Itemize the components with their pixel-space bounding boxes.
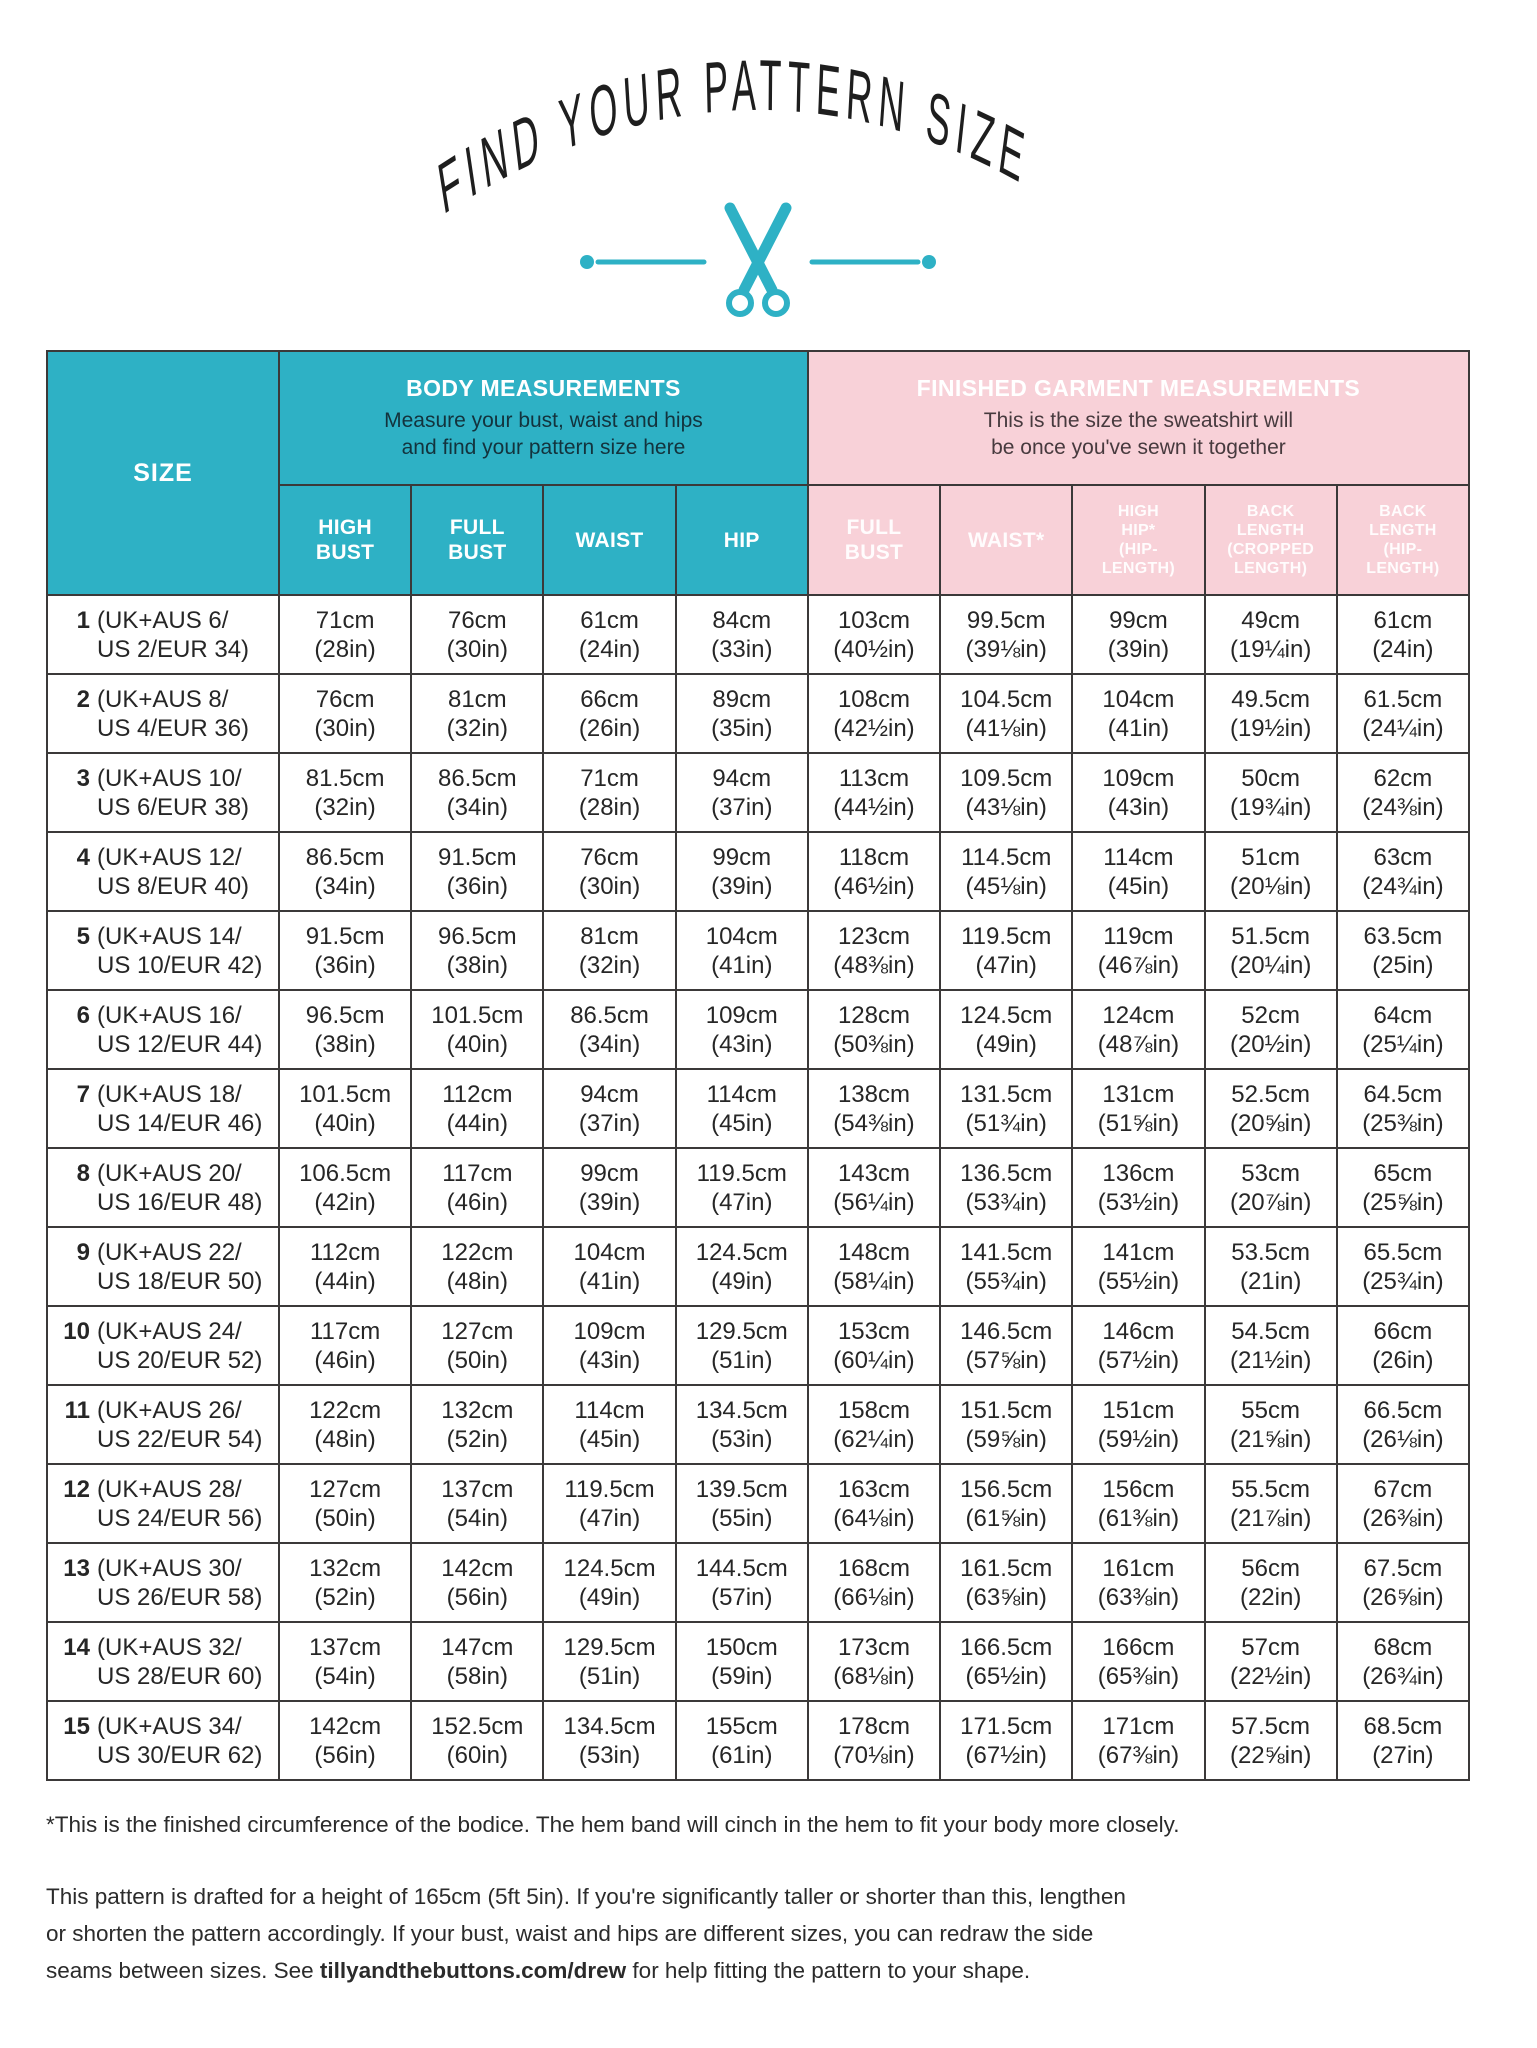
measurement-cell: 139.5cm (55in): [676, 1464, 808, 1543]
measurement-cell: 71cm (28in): [279, 595, 411, 674]
measurement-cell: 109cm (43in): [1072, 753, 1204, 832]
measurement-cell: 163cm (64⅛in): [808, 1464, 940, 1543]
column-header-garment-4: BACK LENGTH (HIP- LENGTH): [1337, 485, 1469, 595]
measurement-cell: 96.5cm (38in): [279, 990, 411, 1069]
measurement-cell: 114cm (45in): [1072, 832, 1204, 911]
size-label: 3 (UK+AUS 10/ US 6/EUR 38): [47, 753, 279, 832]
measurement-cell: 81.5cm (32in): [279, 753, 411, 832]
size-row-12: [47, 1464, 1469, 1543]
measurement-cell: 137cm (54in): [411, 1464, 543, 1543]
measurement-cell: 137cm (54in): [279, 1622, 411, 1701]
measurement-cell: 57cm (22½in): [1205, 1622, 1337, 1701]
measurement-cell: 53cm (20⅞in): [1205, 1148, 1337, 1227]
fitting-note-line3-before: seams between sizes. See: [46, 1958, 320, 1983]
measurement-cell: 86.5cm (34in): [279, 832, 411, 911]
size-row-9: [47, 1227, 1469, 1306]
size-row-2: [47, 674, 1469, 753]
size-label: 1 (UK+AUS 6/ US 2/EUR 34): [47, 595, 279, 674]
measurement-cell: 51cm (20⅛in): [1205, 832, 1337, 911]
body-group-subtitle-line1: Measure your bust, waist and hips: [384, 409, 703, 432]
size-label: 2 (UK+AUS 8/ US 4/EUR 36): [47, 674, 279, 753]
measurement-cell: 134.5cm (53in): [676, 1385, 808, 1464]
measurement-cell: 141.5cm (55¾in): [940, 1227, 1072, 1306]
size-row-8: [47, 1148, 1469, 1227]
measurement-cell: 66cm (26in): [543, 674, 675, 753]
column-header-body-3: HIP: [676, 485, 808, 595]
measurement-cell: 96.5cm (38in): [411, 911, 543, 990]
measurement-cell: 66cm (26in): [1337, 1306, 1469, 1385]
size-row-4: [47, 832, 1469, 911]
size-row-10: [47, 1306, 1469, 1385]
finished-garment-header: [808, 351, 1469, 485]
measurement-cell: 166.5cm (65½in): [940, 1622, 1072, 1701]
size-row-13: [47, 1543, 1469, 1622]
measurement-cell: 108cm (42½in): [808, 674, 940, 753]
measurement-cell: 99cm (39in): [1072, 595, 1204, 674]
scissors-icon: [729, 208, 787, 314]
measurement-cell: 81cm (32in): [411, 674, 543, 753]
measurement-cell: 109cm (43in): [543, 1306, 675, 1385]
measurement-cell: 122cm (48in): [279, 1385, 411, 1464]
size-row-11: [47, 1385, 1469, 1464]
size-row-7: [47, 1069, 1469, 1148]
measurement-cell: 104.5cm (41⅛in): [940, 674, 1072, 753]
divider-dot-right: [922, 255, 936, 269]
measurement-cell: 61cm (24in): [1337, 595, 1469, 674]
measurement-cell: 171.5cm (67½in): [940, 1701, 1072, 1780]
measurement-cell: 142cm (56in): [279, 1701, 411, 1780]
size-label: 9 (UK+AUS 22/ US 18/EUR 50): [47, 1227, 279, 1306]
measurement-cell: 68cm (26¾in): [1337, 1622, 1469, 1701]
size-label: 8 (UK+AUS 20/ US 16/EUR 48): [47, 1148, 279, 1227]
fitting-note-line3: [46, 1952, 1516, 1989]
fitting-note-line2: or shorten the pattern accordingly. If your bust, waist and hips are different sizes, you can redraw the side: [46, 1921, 1094, 1946]
measurement-cell: 101.5cm (40in): [279, 1069, 411, 1148]
measurement-cell: 119cm (46⅞in): [1072, 911, 1204, 990]
size-label: 4 (UK+AUS 12/ US 8/EUR 40): [47, 832, 279, 911]
measurement-cell: 104cm (41in): [543, 1227, 675, 1306]
size-label: 10 (UK+AUS 24/ US 20/EUR 52): [47, 1306, 279, 1385]
measurement-cell: 53.5cm (21in): [1205, 1227, 1337, 1306]
garment-group-title: FINISHED GARMENT MEASUREMENTS: [916, 375, 1361, 401]
measurement-cell: 117cm (46in): [279, 1306, 411, 1385]
measurement-cell: 91.5cm (36in): [411, 832, 543, 911]
column-header-body-0: HIGH BUST: [279, 485, 411, 595]
measurement-cell: 168cm (66⅛in): [808, 1543, 940, 1622]
size-row-3: [47, 753, 1469, 832]
footnote: *This is the finished circumference of the bodice. The hem band will cinch in the hem to fit your body more closely.: [46, 1812, 1180, 1837]
body-group-title: BODY MEASUREMENTS: [406, 375, 681, 401]
measurement-cell: 103cm (40½in): [808, 595, 940, 674]
measurement-cell: 161.5cm (63⅝in): [940, 1543, 1072, 1622]
size-row-5: [47, 911, 1469, 990]
size-label: 13 (UK+AUS 30/ US 26/EUR 58): [47, 1543, 279, 1622]
measurement-cell: 86.5cm (34in): [411, 753, 543, 832]
measurement-cell: 132cm (52in): [279, 1543, 411, 1622]
measurement-cell: 131.5cm (51¾in): [940, 1069, 1072, 1148]
measurement-cell: 158cm (62¼in): [808, 1385, 940, 1464]
size-column-header: SIZE: [47, 351, 279, 595]
size-label: 15 (UK+AUS 34/ US 30/EUR 62): [47, 1701, 279, 1780]
measurement-cell: 173cm (68⅛in): [808, 1622, 940, 1701]
measurement-cell: 138cm (54⅜in): [808, 1069, 940, 1148]
fitting-note-line3-after: for help fitting the pattern to your shape.: [626, 1958, 1031, 1983]
column-header-body-2: WAIST: [543, 485, 675, 595]
measurement-cell: 104cm (41in): [676, 911, 808, 990]
measurement-cell: 109cm (43in): [676, 990, 808, 1069]
measurement-cell: 50cm (19¾in): [1205, 753, 1337, 832]
measurement-cell: 156cm (61⅜in): [1072, 1464, 1204, 1543]
measurement-cell: 152.5cm (60in): [411, 1701, 543, 1780]
measurement-cell: 112cm (44in): [279, 1227, 411, 1306]
measurement-cell: 63cm (24¾in): [1337, 832, 1469, 911]
garment-group-subtitle-line1: This is the size the sweatshirt will: [983, 409, 1294, 432]
measurement-cell: 81cm (32in): [543, 911, 675, 990]
measurement-cell: 127cm (50in): [411, 1306, 543, 1385]
measurement-cell: 54.5cm (21½in): [1205, 1306, 1337, 1385]
measurement-cell: 52.5cm (20⅝in): [1205, 1069, 1337, 1148]
measurement-cell: 123cm (48⅜in): [808, 911, 940, 990]
measurement-cell: 124.5cm (49in): [543, 1543, 675, 1622]
measurement-cell: 112cm (44in): [411, 1069, 543, 1148]
measurement-cell: 63.5cm (25in): [1337, 911, 1469, 990]
measurement-cell: 147cm (58in): [411, 1622, 543, 1701]
measurement-cell: 114.5cm (45⅛in): [940, 832, 1072, 911]
measurement-cell: 151cm (59½in): [1072, 1385, 1204, 1464]
measurement-cell: 124.5cm (49in): [676, 1227, 808, 1306]
measurement-cell: 76cm (30in): [279, 674, 411, 753]
size-chart-table: [46, 350, 1470, 1781]
measurement-cell: 127cm (50in): [279, 1464, 411, 1543]
measurement-cell: 132cm (52in): [411, 1385, 543, 1464]
measurement-cell: 114cm (45in): [543, 1385, 675, 1464]
measurement-cell: 65.5cm (25¾in): [1337, 1227, 1469, 1306]
measurement-cell: 57.5cm (22⅝in): [1205, 1701, 1337, 1780]
measurement-cell: 178cm (70⅛in): [808, 1701, 940, 1780]
measurement-cell: 64cm (25¼in): [1337, 990, 1469, 1069]
size-row-14: [47, 1622, 1469, 1701]
group-header-row: [47, 351, 1469, 485]
column-header-garment-2: HIGH HIP* (HIP- LENGTH): [1072, 485, 1204, 595]
measurement-cell: 61cm (24in): [543, 595, 675, 674]
measurement-cell: 84cm (33in): [676, 595, 808, 674]
measurement-cell: 55cm (21⅝in): [1205, 1385, 1337, 1464]
measurement-cell: 141cm (55½in): [1072, 1227, 1204, 1306]
measurement-cell: 131cm (51⅝in): [1072, 1069, 1204, 1148]
measurement-cell: 171cm (67⅜in): [1072, 1701, 1204, 1780]
measurement-cell: 124.5cm (49in): [940, 990, 1072, 1069]
size-label: 12 (UK+AUS 28/ US 24/EUR 56): [47, 1464, 279, 1543]
column-header-garment-1: WAIST*: [940, 485, 1072, 595]
measurement-cell: 52cm (20½in): [1205, 990, 1337, 1069]
measurement-cell: 64.5cm (25⅜in): [1337, 1069, 1469, 1148]
size-label: 11 (UK+AUS 26/ US 22/EUR 54): [47, 1385, 279, 1464]
measurement-cell: 136.5cm (53¾in): [940, 1148, 1072, 1227]
measurement-cell: 118cm (46½in): [808, 832, 940, 911]
measurement-cell: 144.5cm (57in): [676, 1543, 808, 1622]
measurement-cell: 114cm (45in): [676, 1069, 808, 1148]
measurement-cell: 128cm (50⅜in): [808, 990, 940, 1069]
measurement-cell: 117cm (46in): [411, 1148, 543, 1227]
measurement-cell: 101.5cm (40in): [411, 990, 543, 1069]
body-measurements-header: [279, 351, 808, 485]
measurement-cell: 49.5cm (19½in): [1205, 674, 1337, 753]
measurement-cell: 67.5cm (26⅝in): [1337, 1543, 1469, 1622]
measurement-cell: 129.5cm (51in): [676, 1306, 808, 1385]
fitting-note-line1: This pattern is drafted for a height of 165cm (5ft 5in). If you're significantly taller or shorter than this, lengthen: [46, 1884, 1126, 1909]
measurement-cell: 122cm (48in): [411, 1227, 543, 1306]
measurement-cell: 134.5cm (53in): [543, 1701, 675, 1780]
measurement-cell: 51.5cm (20¼in): [1205, 911, 1337, 990]
measurement-cell: 106.5cm (42in): [279, 1148, 411, 1227]
column-header-body-1: FULL BUST: [411, 485, 543, 595]
measurement-cell: 68.5cm (27in): [1337, 1701, 1469, 1780]
measurement-cell: 156.5cm (61⅝in): [940, 1464, 1072, 1543]
measurement-cell: 142cm (56in): [411, 1543, 543, 1622]
measurement-cell: 99cm (39in): [543, 1148, 675, 1227]
header-art: [408, 40, 1108, 330]
measurement-cell: 86.5cm (34in): [543, 990, 675, 1069]
divider-dot-left: [580, 255, 594, 269]
measurement-cell: 124cm (48⅞in): [1072, 990, 1204, 1069]
size-label: 5 (UK+AUS 14/ US 10/EUR 42): [47, 911, 279, 990]
measurement-cell: 148cm (58¼in): [808, 1227, 940, 1306]
size-label: 7 (UK+AUS 18/ US 14/EUR 46): [47, 1069, 279, 1148]
measurement-cell: 56cm (22in): [1205, 1543, 1337, 1622]
measurement-cell: 119.5cm (47in): [543, 1464, 675, 1543]
measurement-cell: 146cm (57½in): [1072, 1306, 1204, 1385]
size-label: 6 (UK+AUS 16/ US 12/EUR 44): [47, 990, 279, 1069]
measurement-cell: 119.5cm (47in): [676, 1148, 808, 1227]
measurement-cell: 71cm (28in): [543, 753, 675, 832]
measurement-cell: 136cm (53½in): [1072, 1148, 1204, 1227]
scissors-divider: [580, 208, 936, 314]
measurement-cell: 161cm (63⅜in): [1072, 1543, 1204, 1622]
measurement-cell: 76cm (30in): [543, 832, 675, 911]
measurement-cell: 61.5cm (24¼in): [1337, 674, 1469, 753]
measurement-cell: 109.5cm (43⅛in): [940, 753, 1072, 832]
measurement-cell: 99.5cm (39⅛in): [940, 595, 1072, 674]
measurement-cell: 119.5cm (47in): [940, 911, 1072, 990]
garment-group-subtitle-line2: be once you've sewn it together: [991, 436, 1286, 459]
measurement-cell: 55.5cm (21⅞in): [1205, 1464, 1337, 1543]
measurement-cell: 104cm (41in): [1072, 674, 1204, 753]
measurement-cell: 66.5cm (26⅛in): [1337, 1385, 1469, 1464]
measurement-cell: 76cm (30in): [411, 595, 543, 674]
measurement-cell: 99cm (39in): [676, 832, 808, 911]
body-group-subtitle-line2: and find your pattern size here: [401, 436, 686, 459]
measurement-cell: 67cm (26⅜in): [1337, 1464, 1469, 1543]
measurement-cell: 150cm (59in): [676, 1622, 808, 1701]
measurement-cell: 151.5cm (59⅝in): [940, 1385, 1072, 1464]
column-header-garment-0: FULL BUST: [808, 485, 940, 595]
size-row-6: [47, 990, 1469, 1069]
page-title: FIND YOUR PATTERN SIZE: [433, 45, 1035, 231]
pattern-url[interactable]: tillyandthebuttons.com/drew: [319, 1958, 627, 1983]
measurement-cell: 65cm (25⅝in): [1337, 1148, 1469, 1227]
size-row-15: [47, 1701, 1469, 1780]
measurement-cell: 49cm (19¼in): [1205, 595, 1337, 674]
measurement-cell: 113cm (44½in): [808, 753, 940, 832]
measurement-cell: 153cm (60¼in): [808, 1306, 940, 1385]
measurement-cell: 146.5cm (57⅝in): [940, 1306, 1072, 1385]
size-label: 14 (UK+AUS 32/ US 28/EUR 60): [47, 1622, 279, 1701]
measurement-cell: 89cm (35in): [676, 674, 808, 753]
measurement-cell: 94cm (37in): [543, 1069, 675, 1148]
measurement-cell: 129.5cm (51in): [543, 1622, 675, 1701]
size-row-1: [47, 595, 1469, 674]
measurement-cell: 91.5cm (36in): [279, 911, 411, 990]
measurement-cell: 143cm (56¼in): [808, 1148, 940, 1227]
measurement-cell: 166cm (65⅜in): [1072, 1622, 1204, 1701]
measurement-cell: 155cm (61in): [676, 1701, 808, 1780]
column-header-garment-3: BACK LENGTH (CROPPED LENGTH): [1205, 485, 1337, 595]
measurement-cell: 62cm (24⅜in): [1337, 753, 1469, 832]
fitting-note: [46, 1878, 1516, 1989]
measurement-cell: 94cm (37in): [676, 753, 808, 832]
